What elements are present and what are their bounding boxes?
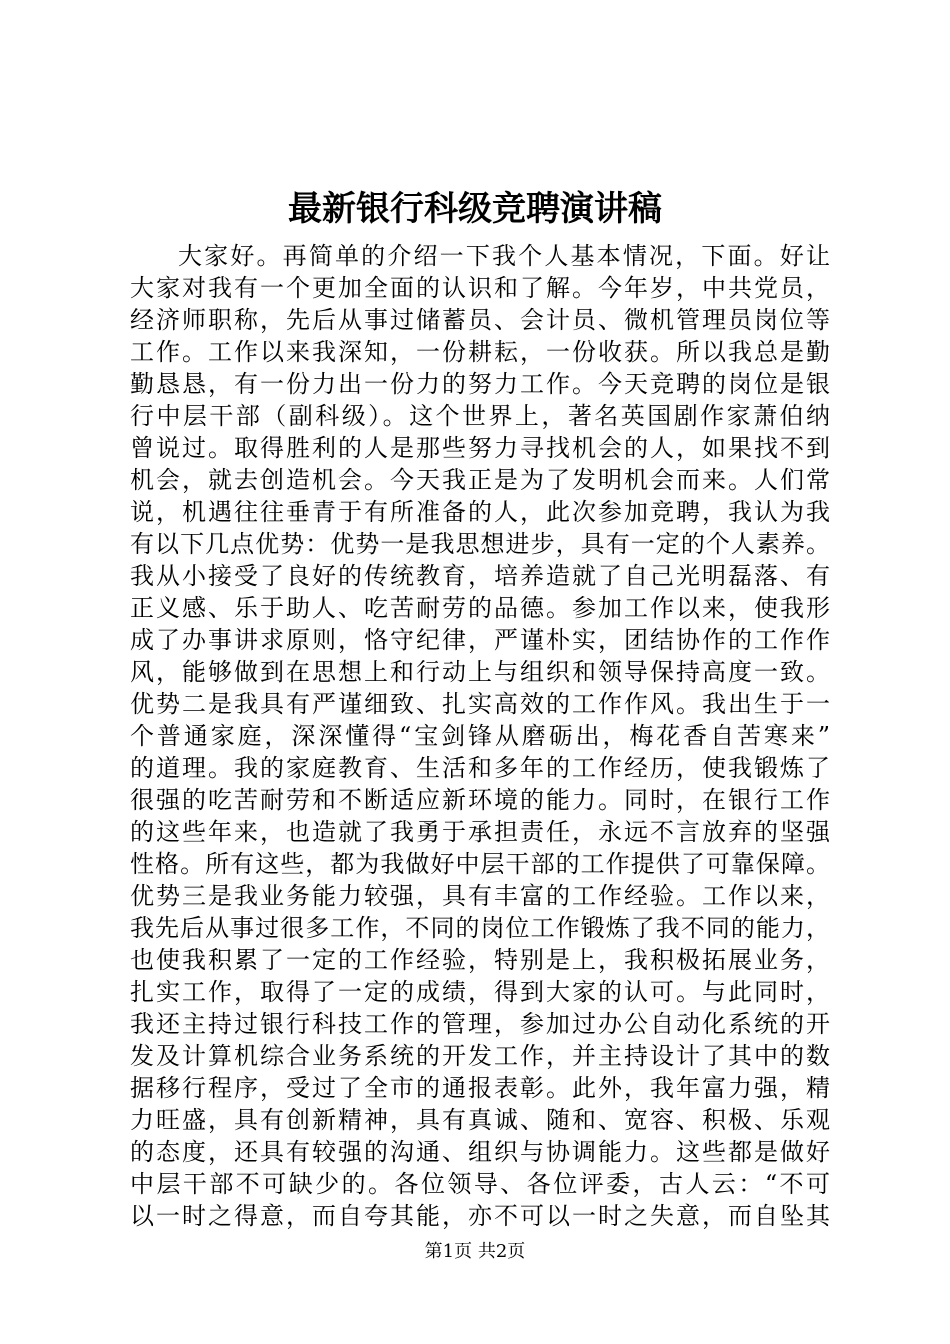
page-footer: 第1页 共2页 <box>424 1241 526 1262</box>
body-line: 有以下几点优势：优势一是我思想进步，具有一定的个人素养。 <box>130 530 830 558</box>
body-line: 风，能够做到在思想上和行动上与组织和领导保持高度一致。 <box>130 658 830 686</box>
document-title: 最新银行科级竞聘演讲稿 <box>288 189 662 229</box>
body-line: 我还主持过银行科技工作的管理，参加过办公自动化系统的开 <box>130 1010 830 1038</box>
body-line: 发及计算机综合业务系统的开发工作，并主持设计了其中的数 <box>130 1042 830 1070</box>
body-line: 勤恳恳，有一份力出一份力的努力工作。今天竞聘的岗位是银 <box>130 370 830 398</box>
body-line: 正义感、乐于助人、吃苦耐劳的品德。参加工作以来，使我形 <box>130 594 830 622</box>
body-line: 优势二是我具有严谨细致、扎实高效的工作作风。我出生于一 <box>130 690 830 718</box>
body-line: 扎实工作，取得了一定的成绩，得到大家的认可。与此同时， <box>130 978 830 1006</box>
body-line: 我先后从事过很多工作，不同的岗位工作锻炼了我不同的能力， <box>130 914 830 942</box>
body-line: 成了办事讲求原则，恪守纪律，严谨朴实，团结协作的工作作 <box>130 626 830 654</box>
body-line: 以一时之得意，而自夸其能，亦不可以一时之失意，而自坠其 <box>130 1202 830 1230</box>
body-line: 力旺盛，具有创新精神，具有真诚、随和、宽容、积极、乐观 <box>130 1106 830 1134</box>
body-line: 的道理。我的家庭教育、生活和多年的工作经历，使我锻炼了 <box>130 754 830 782</box>
body-line: 个普通家庭，深深懂得“宝剑锋从磨砺出，梅花香自苦寒来” <box>130 722 830 750</box>
body-line: 曾说过。取得胜利的人是那些努力寻找机会的人，如果找不到 <box>130 434 830 462</box>
body-line: 中层干部不可缺少的。各位领导、各位评委，古人云：“不可 <box>130 1170 830 1198</box>
body-line: 据移行程序，受过了全市的通报表彰。此外，我年富力强，精 <box>130 1074 830 1102</box>
body-line: 的态度，还具有较强的沟通、组织与协调能力。这些都是做好 <box>130 1138 830 1166</box>
document-body <box>130 240 830 1232</box>
body-line: 大家好。再简单的介绍一下我个人基本情况，下面。好让 <box>178 242 830 270</box>
body-line: 说，机遇往往垂青于有所准备的人，此次参加竞聘，我认为我 <box>130 498 830 526</box>
body-line: 优势三是我业务能力较强，具有丰富的工作经验。工作以来， <box>130 882 830 910</box>
body-line: 很强的吃苦耐劳和不断适应新环境的能力。同时，在银行工作 <box>130 786 830 814</box>
body-line: 的这些年来，也造就了我勇于承担责任，永远不言放弃的坚强 <box>130 818 830 846</box>
body-line: 经济师职称，先后从事过储蓄员、会计员、微机管理员岗位等 <box>130 306 830 334</box>
body-line: 机会，就去创造机会。今天我正是为了发明机会而来。人们常 <box>130 466 830 494</box>
body-line: 性格。所有这些，都为我做好中层干部的工作提供了可靠保障。 <box>130 850 830 878</box>
body-line: 也使我积累了一定的工作经验，特别是上，我积极拓展业务， <box>130 946 830 974</box>
body-line: 工作。工作以来我深知，一份耕耘，一份收获。所以我总是勤 <box>130 338 830 366</box>
body-line: 大家对我有一个更加全面的认识和了解。今年岁，中共党员， <box>130 274 830 302</box>
body-line: 我从小接受了良好的传统教育，培养造就了自己光明磊落、有 <box>130 562 830 590</box>
body-line: 行中层干部（副科级）。这个世界上，著名英国剧作家萧伯纳 <box>130 402 830 430</box>
